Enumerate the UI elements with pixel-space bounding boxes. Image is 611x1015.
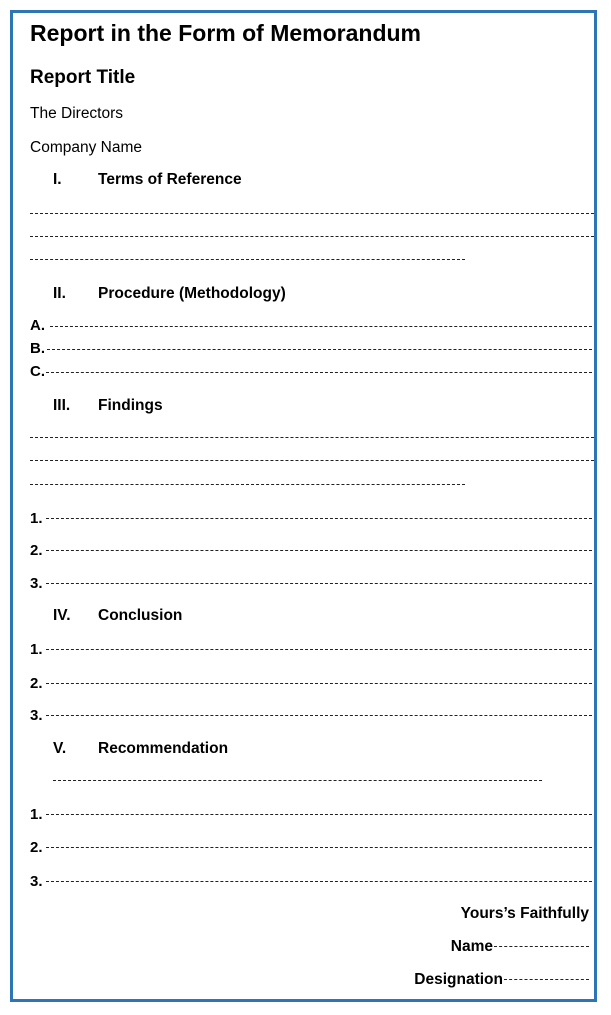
blank-line	[30, 460, 594, 461]
list-marker: C.	[30, 363, 45, 380]
list-marker: 1.	[30, 806, 43, 823]
company-name: Company Name	[30, 139, 142, 156]
list-marker: B.	[30, 340, 45, 357]
list-marker: 3.	[30, 873, 43, 890]
addressee: The Directors	[30, 105, 124, 122]
blank-line	[46, 518, 592, 519]
closing-salutation: Yours’s Faithfully	[460, 905, 589, 922]
section-number-procedure: II.	[53, 285, 66, 302]
blank-line	[46, 715, 592, 716]
list-marker: 2.	[30, 542, 43, 559]
blank-line	[46, 550, 592, 551]
section-number-findings: III.	[53, 397, 71, 414]
blank-line	[46, 372, 592, 373]
section-title-findings: Findings	[98, 397, 163, 414]
blank-line	[30, 259, 465, 260]
blank-line	[50, 326, 592, 327]
section-number-conclusion: IV.	[53, 607, 71, 624]
blank-line	[47, 349, 592, 350]
section-number-terms: I.	[53, 171, 62, 188]
blank-line	[30, 213, 594, 214]
name-line	[451, 939, 589, 955]
list-marker: 2.	[30, 839, 43, 856]
section-title-recommendation: Recommendation	[98, 740, 229, 757]
blank-line	[53, 780, 542, 781]
blank-line	[46, 814, 592, 815]
list-marker: 1.	[30, 510, 43, 527]
blank-line	[504, 979, 589, 980]
list-marker: 2.	[30, 675, 43, 692]
blank-line	[30, 236, 594, 237]
designation-label: Designation	[414, 971, 503, 988]
name-label: Name	[450, 938, 493, 955]
blank-line	[494, 946, 589, 947]
blank-line	[46, 847, 592, 848]
blank-line	[30, 484, 465, 485]
list-marker: 1.	[30, 641, 43, 658]
list-marker: A.	[30, 317, 45, 334]
list-marker: 3.	[30, 575, 43, 592]
page-border	[10, 10, 597, 1002]
report-title: Report Title	[30, 67, 136, 88]
blank-line	[46, 583, 592, 584]
blank-line	[46, 683, 592, 684]
document-title: Report in the Form of Memorandum	[30, 20, 421, 46]
section-title-conclusion: Conclusion	[98, 607, 183, 624]
section-title-procedure: Procedure (Methodology)	[98, 285, 286, 302]
blank-line	[46, 881, 592, 882]
section-number-recommendation: V.	[53, 740, 67, 757]
blank-line	[46, 649, 592, 650]
designation-line	[414, 972, 589, 988]
list-marker: 3.	[30, 707, 43, 724]
section-title-terms: Terms of Reference	[98, 171, 242, 188]
blank-line	[30, 437, 594, 438]
